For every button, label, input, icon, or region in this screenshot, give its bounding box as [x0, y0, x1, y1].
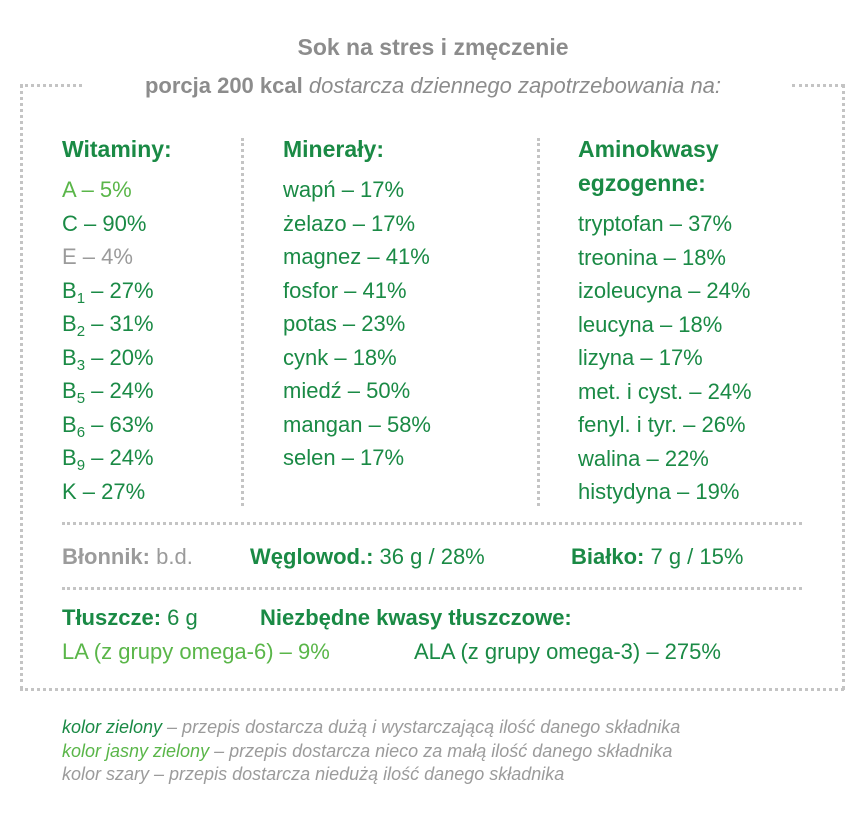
- amino-item: walina – 22%: [578, 445, 709, 471]
- fats-label: Tłuszcze:: [62, 605, 162, 630]
- protein-label: Białko:: [571, 544, 645, 569]
- vitamin-subscript: 2: [76, 323, 86, 340]
- vitamin-subscript: 5: [76, 390, 86, 407]
- amino-item: izoleucyna – 24%: [578, 278, 751, 303]
- legend-item: [62, 716, 680, 740]
- fiber-value: b.d.: [156, 544, 193, 569]
- vitamins-header: Witaminy:: [62, 136, 172, 162]
- subtitle: [0, 73, 866, 99]
- vitamin-name: B: [62, 411, 77, 437]
- amino-header: [578, 134, 719, 198]
- la-info: LA (z grupy omega-6) – 9%: [62, 639, 330, 664]
- amino-item: fenyl. i tyr. – 26%: [578, 412, 746, 437]
- vitamin-item: [62, 240, 154, 274]
- minerals-list: [283, 173, 431, 475]
- vitamin-name: B: [62, 311, 77, 336]
- frame-right: [842, 84, 845, 690]
- vitamin-subscript: 1: [76, 289, 86, 307]
- fiber-info: [62, 542, 193, 572]
- efa-header: [260, 603, 572, 633]
- vitamin-name: E: [62, 244, 77, 269]
- separator-2: [62, 587, 802, 590]
- vitamin-item: [62, 408, 154, 442]
- vitamin-value: – 31%: [85, 311, 154, 336]
- vitamin-item: [62, 341, 154, 375]
- vitamin-item: [62, 207, 154, 241]
- amino-item: treonina – 18%: [578, 244, 726, 270]
- legend-key: kolor zielony: [62, 717, 163, 737]
- vitamin-name: B: [62, 344, 77, 370]
- legend-item: [62, 763, 680, 787]
- legend-item: [62, 740, 680, 764]
- protein-value: 7 g / 15%: [650, 544, 744, 569]
- column-divider-2: [537, 138, 540, 506]
- carbs-info: [250, 542, 485, 572]
- vitamin-name: B: [62, 445, 77, 470]
- legend-key: kolor szary: [62, 764, 150, 784]
- vitamin-value: – 27%: [76, 478, 146, 504]
- amino-list: [578, 207, 752, 509]
- protein-info: [571, 542, 743, 572]
- minerals-header: Minerały:: [283, 136, 384, 162]
- fats-value: 6 g: [167, 605, 198, 630]
- vitamin-value: – 5%: [75, 177, 132, 202]
- mineral-item: wapń – 17%: [283, 177, 405, 202]
- vitamin-value: – 4%: [76, 244, 133, 269]
- vitamin-value: – 20%: [85, 344, 154, 370]
- frame-top-right: [792, 84, 844, 87]
- legend-key: kolor jasny zielony: [62, 740, 210, 761]
- amino-item: leucyna – 18%: [578, 311, 723, 337]
- vitamin-item: [62, 374, 154, 408]
- vitamin-name: K: [62, 478, 77, 504]
- vitamin-item: [62, 274, 154, 308]
- vitamin-name: C: [62, 210, 78, 236]
- amino-header-line1: Aminokwasy: [578, 136, 719, 162]
- vitamin-name: B: [62, 378, 77, 403]
- mineral-item: cynk – 18%: [283, 344, 397, 370]
- page-title: Sok na stres i zmęczenie: [297, 34, 569, 60]
- mineral-item: miedź – 50%: [283, 378, 411, 403]
- carbs-label: Węglowod.:: [250, 544, 374, 569]
- mineral-item: potas – 23%: [283, 311, 406, 336]
- vitamin-item: [62, 441, 154, 475]
- vitamin-item: [62, 173, 154, 207]
- amino-item: tryptofan – 37%: [578, 211, 733, 236]
- legend-text: – przepis dostarcza nieco za małą ilość danego składnika: [209, 740, 673, 761]
- vitamin-name: A: [62, 177, 76, 202]
- vitamin-subscript: 6: [76, 423, 86, 441]
- mineral-item: mangan – 58%: [283, 411, 431, 437]
- efa-label: Niezbędne kwasy tłuszczowe:: [260, 605, 572, 630]
- legend: [62, 716, 680, 787]
- frame-top-left: [20, 84, 82, 87]
- vitamin-subscript: 9: [76, 457, 86, 474]
- vitamins-list: [62, 173, 154, 508]
- subtitle-note: dostarcza dziennego zapotrzebowania na:: [308, 73, 722, 98]
- mineral-item: selen – 17%: [283, 445, 405, 470]
- legend-text: – przepis dostarcza niedużą ilość danego składnika: [149, 764, 565, 784]
- mineral-item: fosfor – 41%: [283, 277, 407, 303]
- fiber-label: Błonnik:: [62, 544, 150, 569]
- vitamin-item: [62, 307, 154, 341]
- frame-bottom: [20, 688, 844, 691]
- portion-label: porcja 200 kcal: [144, 73, 303, 98]
- amino-item: lizyna – 17%: [578, 345, 703, 370]
- vitamin-value: – 90%: [77, 210, 147, 236]
- fats-info: [62, 603, 198, 633]
- vitamin-item: [62, 475, 154, 509]
- carbs-value: 36 g / 28%: [379, 544, 485, 569]
- mineral-item: magnez – 41%: [283, 244, 430, 269]
- amino-item: met. i cyst. – 24%: [578, 378, 752, 404]
- mineral-item: żelazo – 17%: [283, 210, 416, 236]
- frame-left: [20, 84, 23, 690]
- separator-1: [62, 522, 802, 525]
- vitamin-value: – 63%: [85, 411, 154, 437]
- column-divider-1: [241, 138, 244, 506]
- vitamin-value: – 27%: [85, 277, 154, 303]
- vitamin-value: – 24%: [85, 445, 154, 470]
- vitamin-subscript: 3: [76, 356, 86, 374]
- vitamin-name: B: [62, 277, 77, 303]
- legend-text: – przepis dostarcza dużą i wystarczającą ilość danego składnika: [162, 717, 681, 737]
- ala-info: ALA (z grupy omega-3) – 275%: [414, 639, 721, 664]
- amino-header-line2: egzogenne:: [578, 170, 706, 196]
- vitamin-value: – 24%: [85, 378, 154, 403]
- amino-item: histydyna – 19%: [578, 479, 740, 504]
